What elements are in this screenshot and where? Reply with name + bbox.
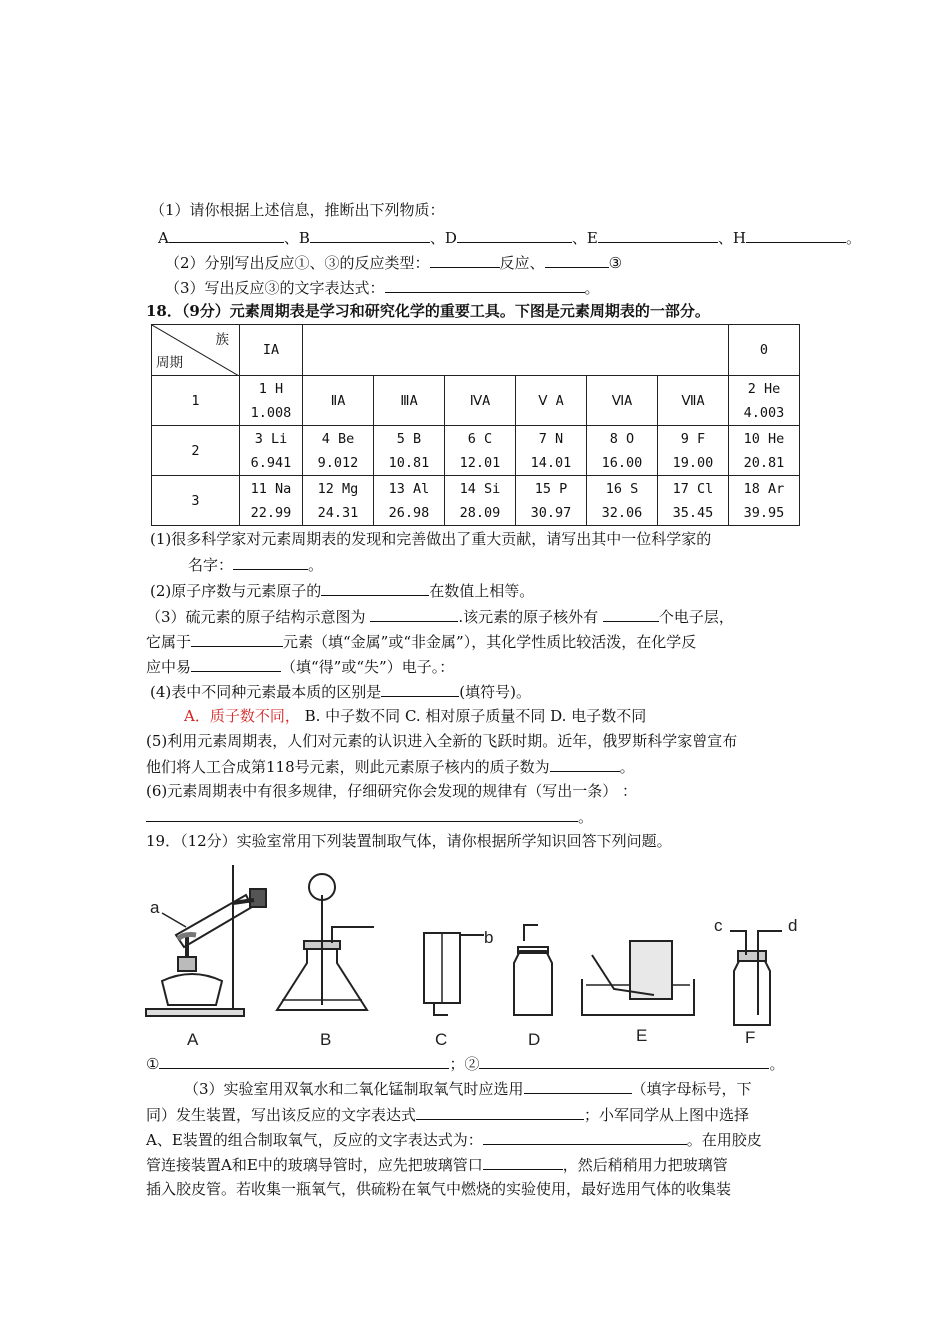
element-cell: [516, 476, 587, 526]
element-top: 7 N: [538, 430, 564, 447]
element-cell: [240, 426, 303, 476]
element-cell: [374, 476, 445, 526]
q17-label-e: 、E: [571, 229, 598, 247]
element-cell: [729, 476, 800, 526]
q19-blank-equation[interactable]: [416, 1104, 584, 1120]
element-mass: 24.31: [317, 504, 359, 521]
element-top: 14 Si: [459, 480, 501, 497]
q18-blank-gain-lose[interactable]: [191, 656, 281, 672]
cell-h-top: 1 H: [258, 380, 284, 397]
cell-he-top: 2 He: [747, 380, 781, 397]
q17-blank-type1[interactable]: [430, 252, 500, 268]
q18-s3a: （3）硫元素的原子结构示意图为: [146, 608, 371, 626]
element-top: 18 Ar: [743, 480, 785, 497]
q19-p3g: 管连接装置A和E中的玻璃导管时，应先把玻璃管口: [146, 1156, 483, 1174]
q18-blank-sulfur-diagram[interactable]: [370, 606, 458, 622]
q18-blank-s2[interactable]: [321, 580, 429, 596]
apparatus-f: [730, 931, 782, 1025]
q18-s3g: （填“得”或“失”）电子。：: [281, 658, 455, 676]
q18-blank-metal[interactable]: [191, 631, 283, 647]
q18-s4a: (4)表中不同种元素最本质的区别是: [150, 683, 382, 701]
q17-blank-d[interactable]: [457, 227, 572, 243]
q18-s6b: [146, 806, 593, 827]
element-cell: [374, 426, 445, 476]
q18-s2b: 在数值上相等。: [429, 582, 535, 600]
group-va: Ⅴ A: [516, 376, 587, 426]
q17-p2-prefix: （2）分别写出反应①、③的反应类型：: [165, 254, 430, 272]
q18-s2a: (2)原子序数与元素原子的: [150, 582, 322, 600]
element-cell: [303, 426, 374, 476]
element-cell: [587, 426, 658, 476]
label-c: C: [435, 1030, 448, 1049]
apparatus-e: [582, 941, 694, 1015]
q19-p3-line1: [184, 1078, 752, 1099]
group-iia: ⅡA: [303, 376, 374, 426]
element-cell: [445, 426, 516, 476]
element-mass: 9.012: [317, 454, 359, 471]
q18-s1a: (1)很多科学家对元素周期表的发现和完善做出了重大贡献，请写出其中一位科学家的: [150, 530, 712, 548]
q19-ans-end: 。: [769, 1055, 785, 1073]
head-0: 0: [729, 325, 800, 376]
q18-s5b-text: 他们将人工合成第118号元素，则此元素原子核内的质子数为: [146, 758, 550, 776]
element-cell: [729, 426, 800, 476]
apparatus-a: [146, 865, 266, 1016]
mark-b: b: [484, 928, 494, 947]
q18-s6b-end: 。: [578, 808, 594, 826]
group-iiia: ⅢA: [374, 376, 445, 426]
q19-p3h: ，然后稍稍用力把玻璃管: [562, 1156, 728, 1174]
group-via: ⅥA: [587, 376, 658, 426]
element-mass: 20.81: [743, 454, 785, 471]
element-top: 13 Al: [388, 480, 430, 497]
q17-part1: （1）请你根据上述信息，推断出下列物质：: [150, 201, 445, 219]
mark-a: a: [150, 898, 160, 917]
q17-blank-a[interactable]: [169, 227, 284, 243]
element-cell: [658, 426, 729, 476]
element-mass: 19.00: [672, 454, 714, 471]
q19-p3e: A、E装置的组合制取氧气，反应的文字表达式为：: [146, 1131, 483, 1149]
q18-s3-line3: [146, 656, 454, 677]
element-mass: 10.81: [388, 454, 430, 471]
q17-label-end: 。: [845, 229, 861, 247]
q18-s3b: .该元素的原子核外有: [458, 608, 603, 626]
element-mass: 12.01: [459, 454, 501, 471]
q19-p3a: （3）实验室用双氧水和二氧化锰制取氧气时应选用: [184, 1080, 524, 1098]
element-top: 9 F: [680, 430, 706, 447]
q18-s1b-end: 。: [308, 556, 324, 574]
apparatus-b: [277, 874, 374, 1010]
q18-blank-rule[interactable]: [146, 806, 578, 822]
element-mass: 14.01: [530, 454, 572, 471]
q18-blank-protons[interactable]: [550, 756, 620, 772]
q19-blank-tube[interactable]: [483, 1154, 563, 1170]
element-mass: 30.97: [530, 504, 572, 521]
element-top: 11 Na: [250, 480, 292, 497]
q19-p3f: 。在用胶皮: [686, 1131, 762, 1149]
element-cell: [587, 476, 658, 526]
element-top: 3 Li: [254, 430, 288, 447]
option-a: A．质子数不同，: [184, 707, 300, 725]
element-mass: 39.95: [743, 504, 785, 521]
q19-ans2: ；②: [449, 1055, 480, 1073]
q18-s3c: 个电子层，: [658, 608, 734, 626]
q19-p3-line3: [146, 1129, 762, 1150]
element-mass: 22.99: [250, 504, 292, 521]
q18-s5a: (5)利用元素周期表，人们对元素的认识进入全新的飞跃时期。近年，俄罗斯科学家曾宣布: [146, 732, 738, 750]
cell-he: [729, 376, 800, 426]
element-mass: 16.00: [601, 454, 643, 471]
cell-h: [240, 376, 303, 426]
q18-blank-scientist[interactable]: [233, 554, 308, 570]
q18-s3d: 它属于: [146, 633, 192, 651]
q19-p3-line2: [146, 1104, 749, 1125]
label-b: B: [320, 1030, 332, 1049]
q17-part3: [165, 277, 600, 298]
q18-blank-s4[interactable]: [381, 681, 459, 697]
element-cell: [240, 476, 303, 526]
element-cell: [658, 476, 729, 526]
q18-s4-options: [184, 706, 646, 726]
cell-he-mass: 4.003: [743, 404, 785, 421]
element-top: 5 B: [396, 430, 422, 447]
q17-blanks-line: [158, 227, 861, 248]
q17-part2: [165, 252, 622, 273]
element-cell: [445, 476, 516, 526]
q17-p3-prefix: （3）写出反应③的文字表达式：: [165, 279, 385, 297]
q18-s3-line1: [146, 606, 734, 627]
element-mass: 28.09: [459, 504, 501, 521]
q19-p3b: （填字母标号，下: [631, 1080, 752, 1098]
q19-blank-apparatus[interactable]: [524, 1078, 632, 1094]
q18-s3f: 应中易: [146, 658, 192, 676]
q19-answers: [146, 1053, 784, 1074]
q17-p2-mid: 反应、: [499, 254, 545, 272]
q17-blank-e[interactable]: [598, 227, 718, 243]
element-mass: 26.98: [388, 504, 430, 521]
q18-s4b: (填符号)。: [459, 683, 531, 701]
element-top: 15 P: [534, 480, 568, 497]
label-a: A: [187, 1030, 199, 1049]
q17-label-h: 、H: [717, 229, 746, 247]
q19-p3-line5: 插入胶皮管。若收集一瓶氧气，供硫粉在氧气中燃烧的实验使用，最好选用气体的收集装: [146, 1180, 732, 1198]
q17-blank-h[interactable]: [746, 227, 846, 243]
q19-blank-1[interactable]: [159, 1053, 449, 1069]
element-mass: 35.45: [672, 504, 714, 521]
q19-blank-equation-ae[interactable]: [483, 1129, 687, 1145]
q18-s1b-text: 名字：: [188, 556, 234, 574]
q19-title: 19．（12分）实验室常用下列装置制取气体，请你根据所学知识回答下列问题。: [146, 832, 672, 850]
options-b-d: B. 中子数不同 C. 相对原子质量不同 D. 电子数不同: [299, 707, 647, 725]
q17-label-d: 、D: [429, 229, 457, 247]
head-ia: IA: [240, 325, 303, 376]
group-viia: ⅦA: [658, 376, 729, 426]
element-top: 6 C: [467, 430, 493, 447]
apparatus-c: [424, 933, 484, 1015]
label-d: D: [528, 1030, 541, 1049]
mark-d: d: [788, 916, 798, 935]
period-2: 2: [152, 426, 240, 476]
element-cell: [303, 476, 374, 526]
label-e: E: [636, 1026, 648, 1045]
q18-s4: [150, 681, 531, 702]
group-iva: ⅣA: [445, 376, 516, 426]
element-top: 16 S: [605, 480, 639, 497]
q18-s5b: [146, 756, 635, 777]
q18-title: 18．（9分）元素周期表是学习和研究化学的重要工具。下图是元素周期表的一部分。: [146, 302, 710, 320]
mark-c: c: [714, 916, 723, 935]
q18-s2: [150, 580, 534, 601]
q17-blank-type3[interactable]: [545, 252, 609, 268]
apparatus-d: [514, 925, 552, 1015]
q18-s3-line2: [146, 631, 696, 652]
q18-blank-shells[interactable]: [603, 606, 659, 622]
corner-period-label: 周期: [156, 355, 183, 371]
period-3: 3: [152, 476, 240, 526]
q17-p3-end: 。: [584, 279, 600, 297]
q19-p3c: 同）发生装置，写出该反应的文字表达式: [146, 1106, 417, 1124]
element-top: 4 Be: [321, 430, 355, 447]
q17-label-a: A: [158, 229, 169, 247]
q17-p2-end: ③: [608, 254, 623, 272]
q19-p3-line4: [146, 1154, 728, 1175]
lab-apparatus-figure: [142, 855, 812, 1055]
label-f: F: [745, 1028, 756, 1047]
element-top: 10 He: [743, 430, 785, 447]
q18-s6a: (6)元素周期表中有很多规律，仔细研究你会发现的规律有（写出一条） ：: [146, 782, 638, 800]
element-mass: 32.06: [601, 504, 643, 521]
element-top: 8 O: [609, 430, 635, 447]
q18-s5b-end: 。: [619, 758, 635, 776]
period-1: 1: [152, 376, 240, 426]
q18-s1b: [188, 554, 323, 575]
element-top: 17 Cl: [672, 480, 714, 497]
element-mass: 6.941: [250, 454, 292, 471]
q19-blank-2[interactable]: [479, 1053, 769, 1069]
q17-blank-b[interactable]: [310, 227, 430, 243]
corner-group-label: 族: [215, 332, 229, 348]
head-blank: [303, 325, 729, 376]
element-cell: [516, 426, 587, 476]
q17-label-b: 、B: [283, 229, 310, 247]
element-top: 12 Mg: [317, 480, 359, 497]
q17-blank-expression[interactable]: [385, 277, 585, 293]
q18-s3e: 元素（填“金属”或“非金属”），其化学性质比较活泼，在化学反: [283, 633, 697, 651]
q19-ans1: ①: [146, 1055, 160, 1073]
periodic-table: [151, 324, 800, 526]
cell-h-mass: 1.008: [250, 404, 292, 421]
table-corner: [152, 325, 240, 376]
q19-p3d: ；小军同学从上图中选择: [584, 1106, 750, 1124]
